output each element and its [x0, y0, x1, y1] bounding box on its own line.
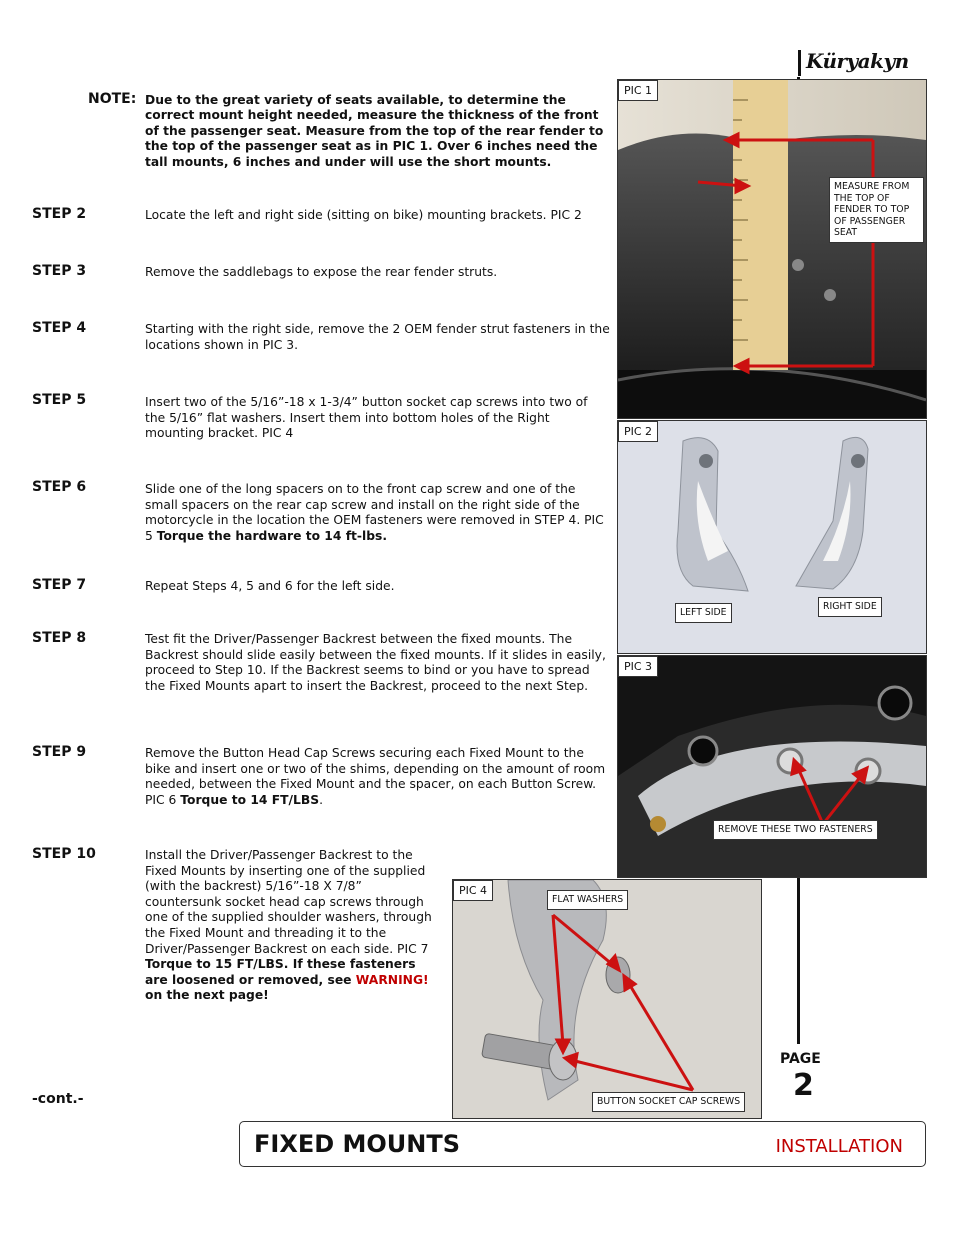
pic-4-illustration	[453, 880, 761, 1118]
step-10-text	[145, 848, 441, 1004]
pic-3-illustration	[618, 656, 926, 877]
pic-2-left-side-callout: LEFT SIDE	[675, 603, 732, 623]
pic-3-photo	[617, 655, 927, 878]
continued-label: -cont.-	[32, 1091, 84, 1107]
brand-logo	[798, 50, 928, 76]
step-8-label: STEP 8	[32, 630, 87, 646]
step-4-text: Starting with the right side, remove the 2 OEM fender strut fasteners in the locations shown in PIC 3.	[145, 322, 610, 352]
page-number: 2	[793, 1068, 814, 1103]
pic-4-flat-washers-callout: FLAT WASHERS	[547, 890, 628, 910]
pic-2-photo	[617, 420, 927, 654]
step-7-label: STEP 7	[32, 577, 87, 593]
note-label: NOTE:	[88, 91, 137, 107]
step-6-torque: Torque the hardware to 14 ft-lbs.	[156, 528, 388, 543]
step-2-label: STEP 2	[32, 206, 87, 222]
step-3-text: Remove the saddlebags to expose the rear fender struts.	[145, 265, 498, 279]
step-7-text: Repeat Steps 4, 5 and 6 for the left side.	[145, 579, 395, 593]
pic-1-illustration	[618, 80, 926, 418]
step-4-label: STEP 4	[32, 320, 87, 336]
pic-1-callout: MEASURE FROM THE TOP OF FENDER TO TOP OF PASSENGER SEAT	[829, 177, 924, 243]
step-6-label: STEP 6	[32, 479, 87, 495]
step-9-torque: Torque to 14 FT/LBS	[180, 792, 320, 807]
footer-title: FIXED MOUNTS	[254, 1130, 461, 1158]
pic-1-photo	[617, 79, 927, 419]
footer-subtitle: INSTALLATION	[775, 1136, 903, 1157]
pic-2-label: PIC 2	[618, 421, 658, 442]
logo-text: Küryakyn	[806, 49, 909, 73]
step-6-body: Slide one of the long spacers on to the front cap screw and one of the small spacers on the rear cap screw and install on the right side of the motorcycle in the location the OEM fasteners were removed in STEP 4. PIC 5	[145, 482, 604, 543]
logo-divider	[798, 50, 801, 76]
step-10-torque: Torque to 15 FT/LBS. If these fasteners are loosened or removed, see	[145, 957, 416, 987]
pic-2-illustration	[618, 421, 926, 653]
step-10-body: Install the Driver/Passenger Backrest to the Fixed Mounts by inserting one of the supplied (with the backrest) 5/16”-18 X 7/8” countersunk socket head cap screws through one of the supplied shoulder washers, through the Fixed Mount and threading it to the Driver/Passenger Backrest on each side. PIC 7	[145, 848, 432, 956]
warning-text: WARNING!	[355, 972, 429, 987]
pic-2-right-side-callout: RIGHT SIDE	[818, 597, 882, 617]
step-5-text: Insert two of the 5/16”-18 x 1-3/4” button socket cap screws into two of the 5/16” flat washers. Insert them into bottom holes of the Right mounting bracket. PIC 4	[145, 395, 588, 441]
step-9-text	[145, 746, 610, 808]
step-3-label: STEP 3	[32, 263, 87, 279]
note-text: Due to the great variety of seats available, to determine the correct mount height needed, measure the thickness of the front of the passenger seat. Measure from the top of the rear fender to the top of the passenger seat as in PIC 1. Over 6 inches need the tall mounts, 6 inches and under will use the short mounts.	[145, 93, 604, 169]
step-10-tail: on the next page!	[145, 988, 269, 1003]
footer-banner	[239, 1121, 926, 1167]
vertical-rule-bottom	[797, 876, 800, 1044]
step-5-label: STEP 5	[32, 392, 87, 408]
pic-4-photo	[452, 879, 762, 1119]
pic-3-callout: REMOVE THESE TWO FASTENERS	[713, 820, 878, 840]
step-9-label: STEP 9	[32, 744, 87, 760]
pic-4-screws-callout: BUTTON SOCKET CAP SCREWS	[592, 1092, 745, 1112]
step-8-text: Test fit the Driver/Passenger Backrest between the fixed mounts. The Backrest should slide easily between the fixed mounts. If it slides in easily, proceed to Step 10. If the Backrest seems to bind or you have to spread the Fixed Mounts apart to insert the Backrest, proceed to the next Step.	[145, 632, 606, 693]
step-10-label: STEP 10	[32, 846, 96, 862]
step-9-body: Remove the Button Head Cap Screws securing each Fixed Mount to the bike and insert one or two of the shims, depending on the amount of room needed, between the Fixed Mount and the spacer, on each Button Screw. PIC 6	[145, 746, 606, 807]
pic-1-label: PIC 1	[618, 80, 658, 101]
pic-4-label: PIC 4	[453, 880, 493, 901]
pic-3-label: PIC 3	[618, 656, 658, 677]
page-label: PAGE	[780, 1051, 821, 1067]
step-2-text: Locate the left and right side (sitting on bike) mounting brackets. PIC 2	[145, 208, 582, 222]
step-6-text	[145, 482, 610, 544]
step-9-tail: .	[319, 792, 323, 807]
